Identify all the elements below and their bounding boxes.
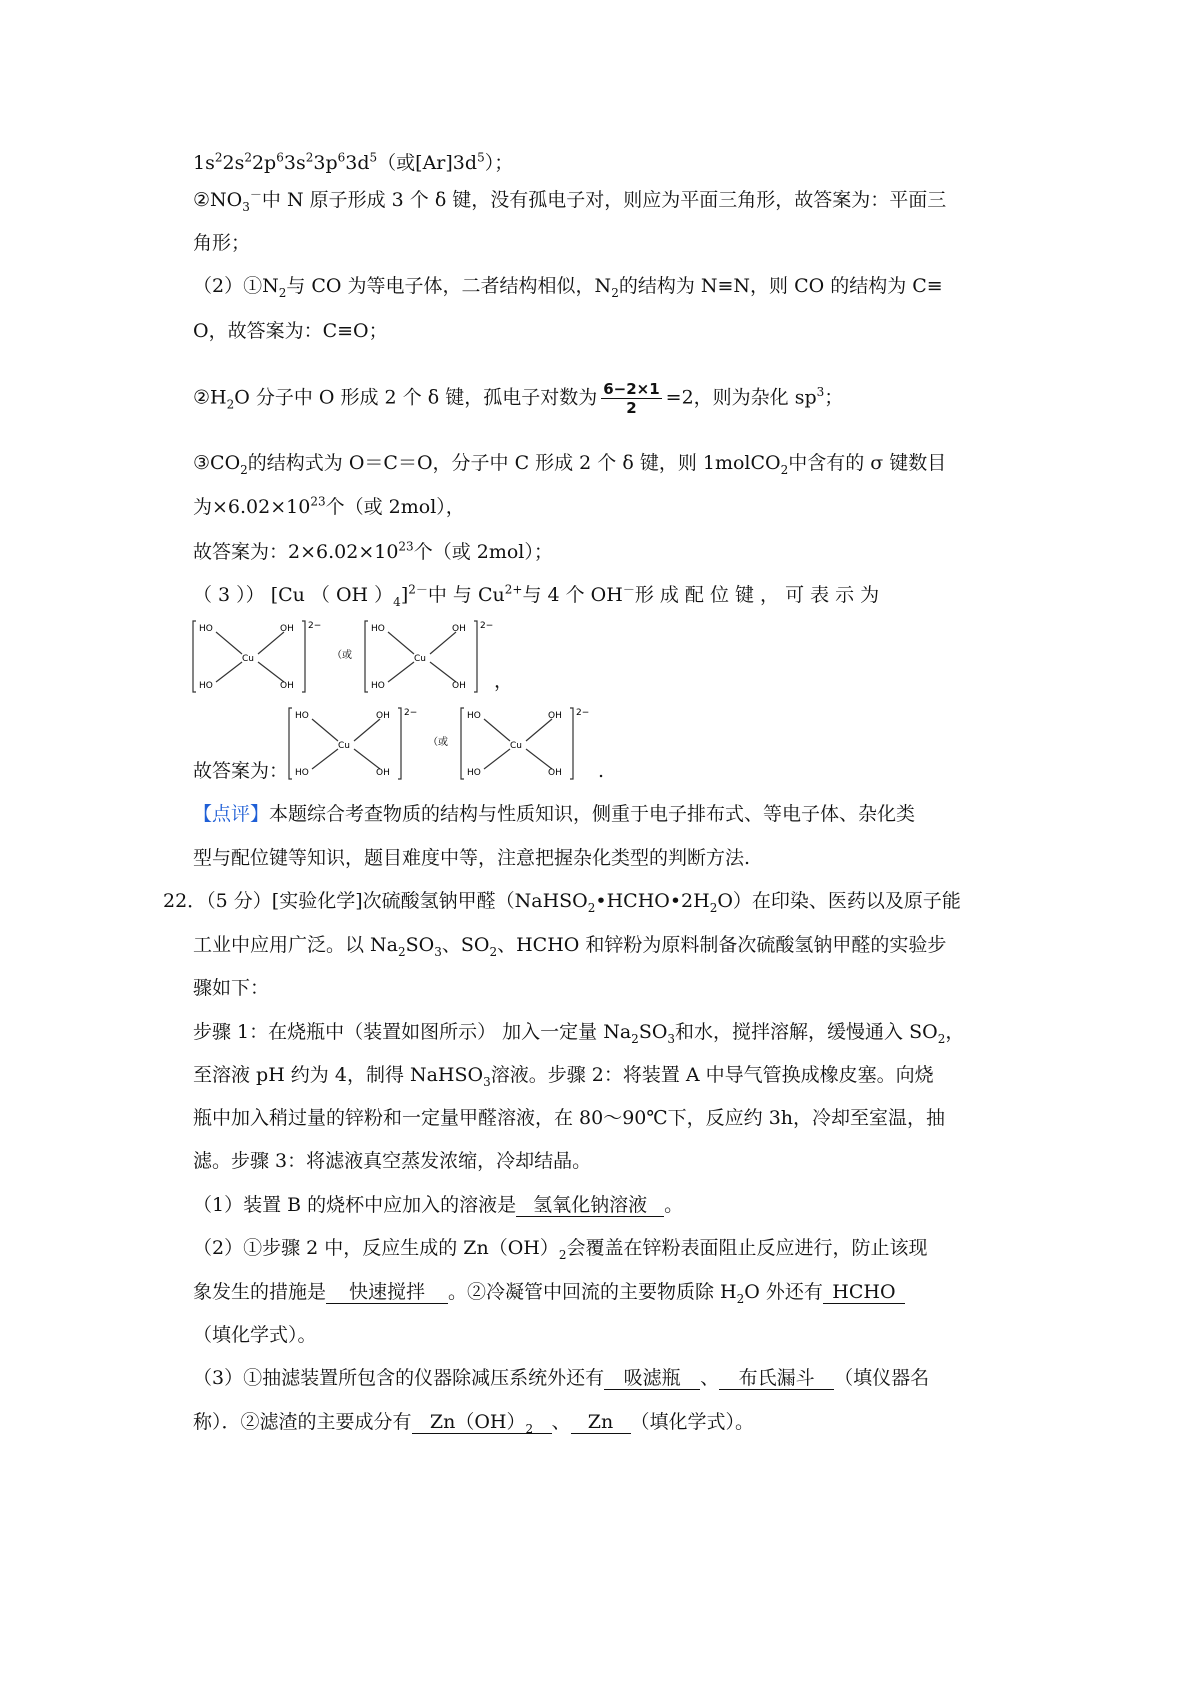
answer-line-1: （1）装置 B 的烧杯中应加入的溶液是 氢氧化钠溶液 。	[193, 1194, 684, 1216]
text-line: $③CO_2$的结构式为 O＝C＝O，分子中 C 形成 2 个 δ 键，则 1molCO$_2$中含有的 σ 键数目	[193, 452, 947, 477]
text-line: O，故答案为：C≡O；	[193, 320, 388, 342]
text-line: （ 3 ）） [Cu （ OH ）$_4]^{2-}$中 与 $Cu^{2+}$与 4 个 OH－形 成 配 位 键 ， 可 表 示 为	[193, 582, 880, 609]
answer-blank: 布氏漏斗	[719, 1367, 834, 1390]
svg-text:HO: HO	[199, 681, 213, 691]
text-line: 滤。步骤 3：将滤液真空蒸发浓缩，冷却结晶。	[193, 1150, 592, 1172]
answer-blank: 吸滤瓶	[604, 1367, 700, 1390]
complex-diagram-row2	[288, 705, 598, 787]
comment-line: 【点评】本题综合考查物质的结构与性质知识，侧重于电子排布式、等电子体、杂化类	[193, 803, 916, 825]
cu-label: Cu	[242, 654, 254, 664]
ho-label: HO	[199, 624, 213, 634]
answer-line-4: （3）①抽滤装置所包含的仪器除减压系统外还有 吸滤瓶 、 布氏漏斗 （填仪器名	[193, 1367, 930, 1389]
answer-line-2: （2）①步骤 2 中，反应生成的 $Zn(OH)_2$会覆盖在锌粉表面阻止反应进行，防止该现	[193, 1237, 928, 1262]
svg-text:HO: HO	[467, 711, 481, 721]
fraction: $\frac{6-2\times 1}{2}$	[603, 380, 660, 417]
answer-blank: 快速搅拌	[326, 1281, 448, 1304]
svg-text:OH: OH	[548, 711, 562, 721]
svg-text:OH: OH	[548, 768, 562, 778]
text-line: 步骤 1：在烧瓶中（装置如图所示） 加入一定量 $Na_2SO_3$和水，搅拌溶解，缓慢通入 $SO_2$，	[193, 1021, 965, 1046]
svg-text:HO: HO	[467, 768, 481, 778]
svg-text:OH: OH	[280, 681, 294, 691]
text-line: $②NO_3^-$中 N 原子形成 3 个 δ 键，没有孤电子对，则应为平面三角形，故答案为：平面三	[193, 187, 947, 214]
text-line: 故答案为：	[193, 760, 289, 782]
text-line: 骤如下：	[193, 977, 270, 999]
svg-text:OH: OH	[376, 768, 390, 778]
answer-blank: HCHO	[823, 1281, 905, 1304]
comma: ，	[494, 670, 514, 692]
text-line: 故答案为：$2\times 6.02\times 10^{23}$个（或 2mol）；	[193, 539, 553, 563]
answer-blank: Zn	[571, 1411, 631, 1434]
svg-text:Cu: Cu	[510, 741, 522, 751]
svg-text:HO: HO	[371, 624, 385, 634]
question-22-title: 22．（5 分）[实验化学]次硫酸氢钠甲醛$(NaHSO_2•HCHO•2H_2O)$在印染、医药以及原子能	[163, 890, 961, 915]
period: .	[598, 760, 605, 782]
answer-blank: 氢氧化钠溶液	[516, 1194, 664, 1217]
text-line: $(2)①N_2$与 CO 为等电子体，二者结构相似，$N_2$的结构为 N≡N，则 CO 的结构为 C≡	[193, 275, 943, 300]
answer-line-3: 象发生的措施是 快速搅拌 。②冷凝管中回流的主要物质除 $H_2O$ 外还有 HCHO	[193, 1279, 905, 1305]
svg-text:2−: 2−	[576, 708, 590, 718]
svg-text:（或: （或	[428, 737, 448, 748]
svg-text:OH: OH	[452, 624, 466, 634]
answer-line-5: 称）．②滤渣的主要成分有 $Zn(OH)_2$ 、 Zn （填化学式）。	[193, 1411, 755, 1436]
svg-text:Cu: Cu	[338, 741, 350, 751]
svg-text:2−: 2−	[480, 621, 494, 631]
svg-text:HO: HO	[371, 681, 385, 691]
svg-text:2−: 2−	[308, 621, 322, 631]
text-line: 瓶中加入稍过量的锌粉和一定量甲醛溶液，在 80～90℃下，反应约 3h，冷却至室温，抽	[193, 1107, 946, 1129]
svg-text:OH: OH	[452, 681, 466, 691]
electron-configuration: $1s^22s^22p^63s^23p^63d^5$（或$[Ar]3d^5$）；	[193, 150, 514, 174]
svg-text:HO: HO	[295, 768, 309, 778]
svg-text:2−: 2−	[404, 708, 418, 718]
oh-label: OH	[280, 624, 294, 634]
text-line: 至溶液 pH 约为 4，制得 NaHSO$_3$溶液。步骤 2：将装置 A 中导气管换成橡皮塞。向烧	[193, 1064, 934, 1089]
text-line: $②H_2O$ 分子中 O 形成 2 个 δ 键，孤电子对数为 $\frac{6-2\times 1}{2}$ =2，则为杂化 $sp^3$；	[193, 380, 844, 417]
comment-tag: 【点评】	[193, 803, 270, 825]
svg-text:（或: （或	[332, 650, 352, 661]
complex-diagram-row1	[192, 618, 502, 700]
text-line: 型与配位键等知识，题目难度中等，注意把握杂化类型的判断方法.	[193, 847, 751, 869]
text-line: 角形；	[193, 232, 251, 254]
svg-text:Cu: Cu	[414, 654, 426, 664]
text-line: 工业中应用广泛。以 $Na_2SO_3$、$SO_2$、HCHO 和锌粉为原料制备次硫酸氢钠甲醛的实验步	[193, 934, 947, 959]
text-line: （填化学式）。	[193, 1324, 317, 1346]
text-line: 为$\times 6.02\times 10^{23}$个（或 2mol），	[193, 494, 465, 518]
svg-text:HO: HO	[295, 711, 309, 721]
answer-blank: $Zn(OH)_2$	[412, 1411, 552, 1434]
svg-text:OH: OH	[376, 711, 390, 721]
